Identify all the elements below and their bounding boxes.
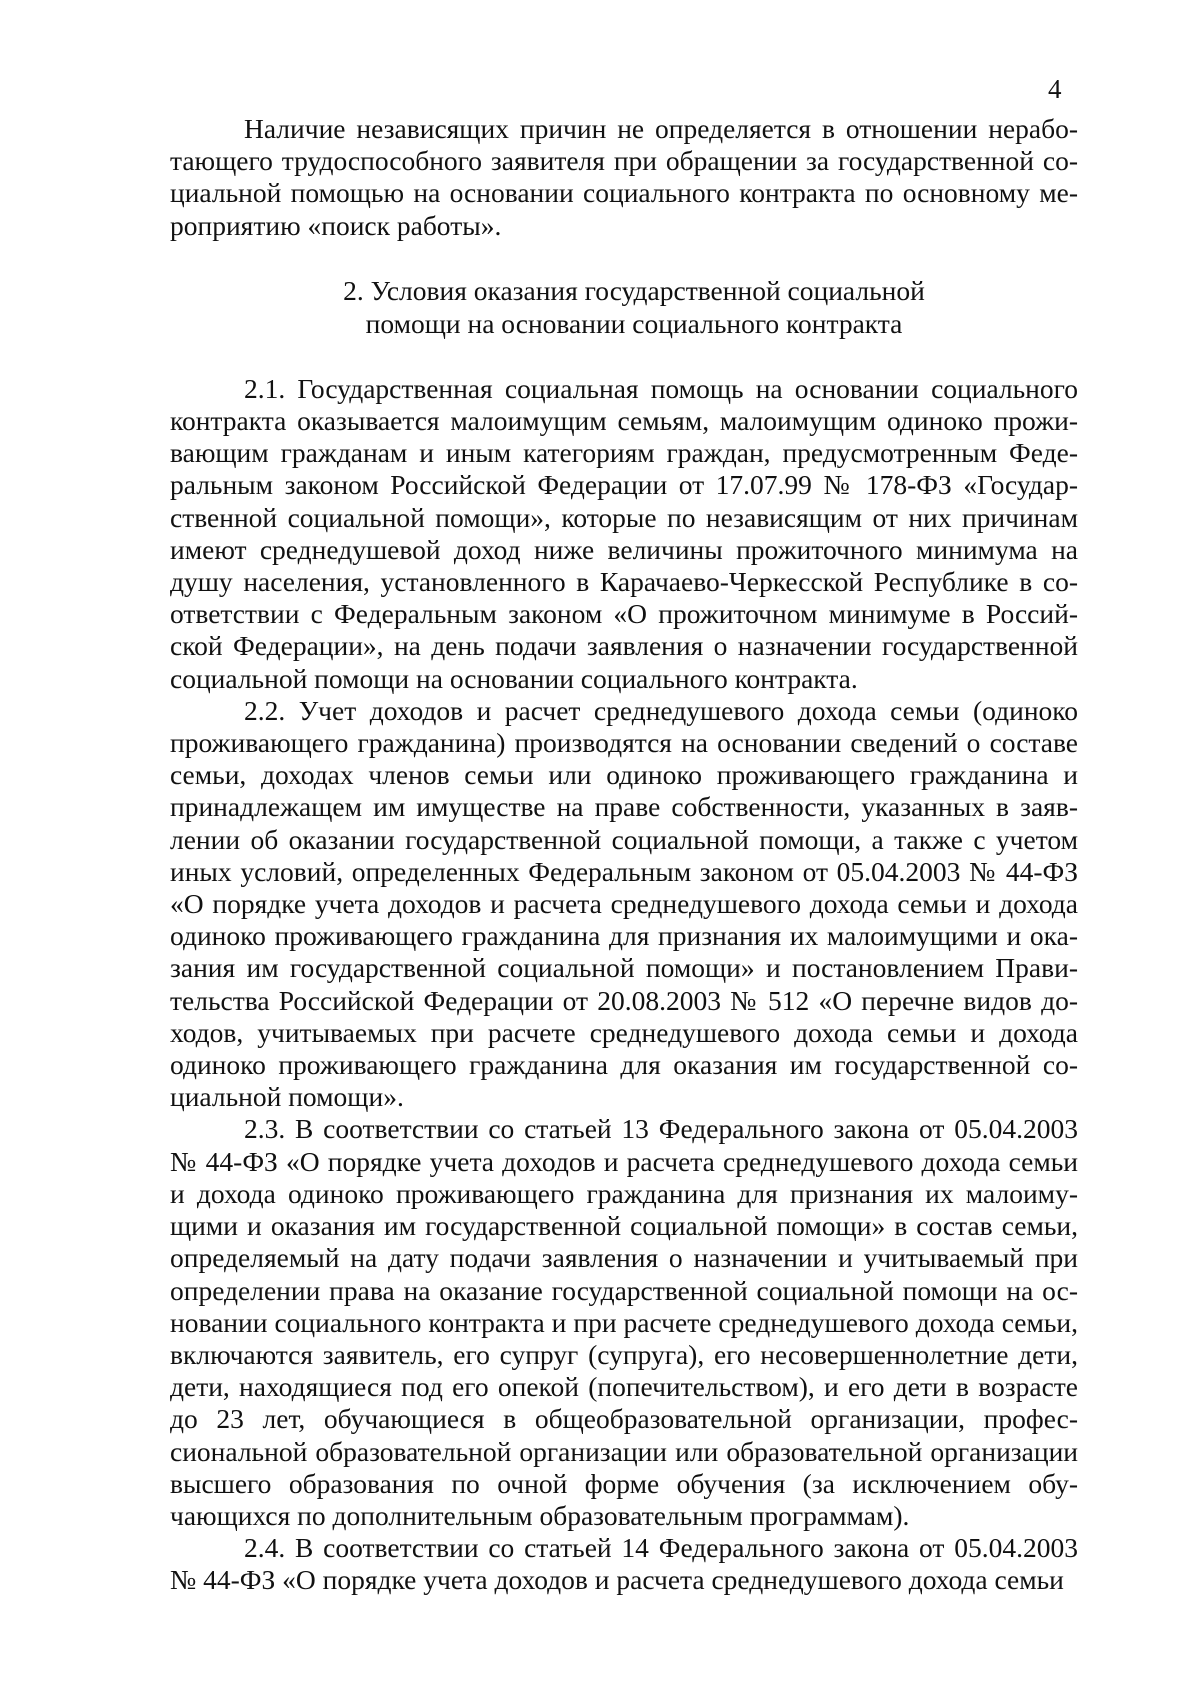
page-number: 4 [1048,74,1062,104]
section-heading-line-1: 2. Условия оказания государственной социальной [343,274,925,306]
paragraph-2-4: 2.4. В соответствии со статьей 14 Федерального закона от 05.04.2003 № 44-ФЗ «О порядке учета доходов и расчета среднедушевого дохода семьи [170,1532,1078,1596]
intro-paragraph: Наличие независящих причин не определяется в отношении неработающего трудоспособного заявителя при обращении за государственной социальной помощью на основании социального контракта по основному мероприятию «поиск работы». [170,113,1078,241]
section-heading [170,274,1078,340]
paragraph-2-3: 2.3. В соответствии со статьей 13 Федерального закона от 05.04.2003 № 44-ФЗ «О порядке учета доходов и расчета среднедушевого дохода семьи и дохода одиноко проживающего гражданина для признания их малоимущими и оказания им государственной социальной помощи» в состав семьи, определяемый на дату подачи заявления о назначении и учитываемый при определении права на оказание государственной социальной помощи на основании социального контракта и при расчете среднедушевого дохода семьи, включаются заявитель, его супруг (супруга), его несовершеннолетние дети, дети, находящиеся под его опекой (попечительством), и его дети в возрасте до 23 лет, обучающиеся в общеобразовательной организации, профессиональной образовательной организации или образовательной организации высшего образования по очной форме обучения (за исключением обучающихся по дополнительным образовательным программам). [170,1113,1078,1531]
paragraph-2-1: 2.1. Государственная социальная помощь на основании социального контракта оказывается малоимущим семьям, малоимущим одиноко проживающим гражданам и иным категориям граждан, предусмотренным Федеральным законом Российской Федерации от 17.07.99 № 178-ФЗ «Государственной социальной помощи», которые по независящим от них причинам имеют среднедушевой доход ниже величины прожиточного минимума на душу населения, установленного в Карачаево-Черкесской Республике в соответствии с Федеральным законом «О прожиточном минимуме в Российской Федерации», на день подачи заявления о назначении государственной социальной помощи на основании социального контракта. [170,372,1078,694]
section-heading-line-2: помощи на основании социального контракта [365,307,903,339]
paragraph-2-2: 2.2. Учет доходов и расчет среднедушевого дохода семьи (одиноко проживающего гражданина) производятся на основании сведений о составе семьи, доходах членов семьи или одиноко проживающего гражданина и принадлежащем им имуществе на праве собственности, указанных в заявлении об оказании государственной социальной помощи, а также с учетом иных условий, определенных Федеральным законом от 05.04.2003 № 44-ФЗ «О порядке учета доходов и расчета среднедушевого дохода семьи и дохода одиноко проживающего гражданина для признания их малоимущими и оказания им государственной социальной помощи» и постановлением Правительства Российской Федерации от 20.08.2003 № 512 «О перечне видов доходов, учитываемых при расчете среднедушевого дохода семьи и дохода одиноко проживающего гражданина для оказания им государственной социальной помощи». [170,694,1078,1113]
document-body [170,113,1078,1597]
